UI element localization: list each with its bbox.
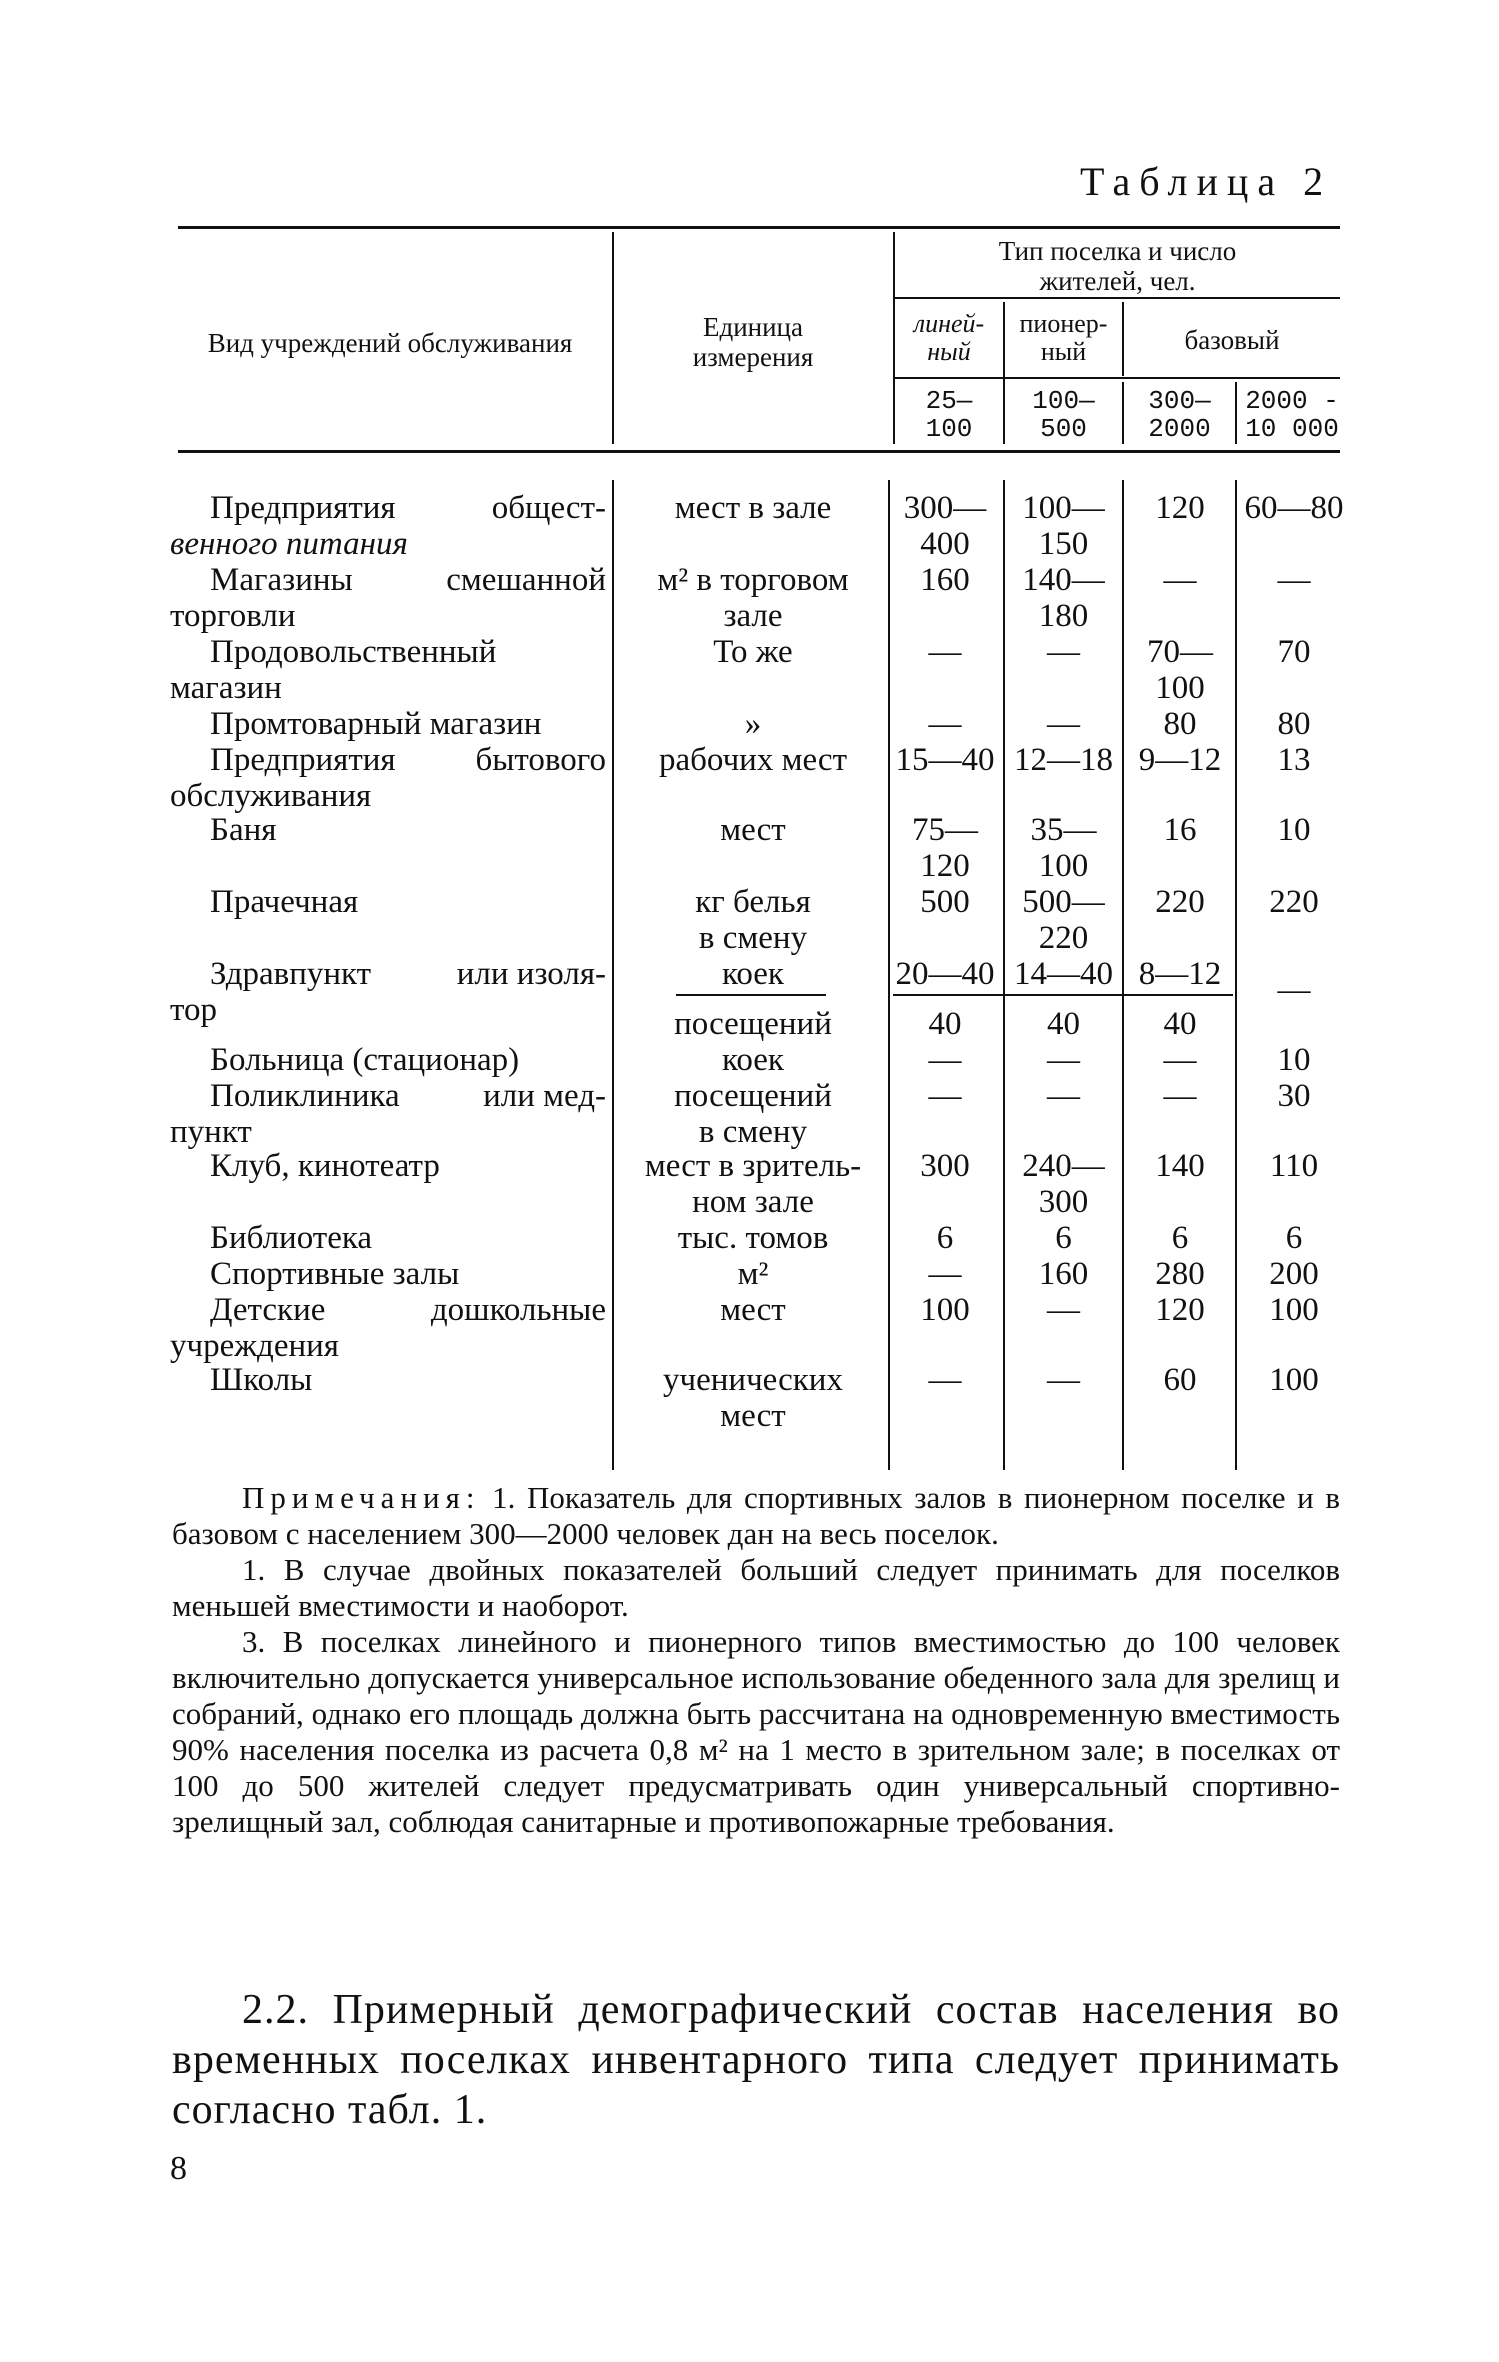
row-value: 6 bbox=[936, 1220, 954, 1256]
row-value: 200 bbox=[1269, 1256, 1319, 1292]
row-name: Спортивные залы bbox=[210, 1256, 460, 1292]
row-value: 12—18 bbox=[1014, 742, 1113, 778]
note-2: 1. В случае двойных показателей больший следует принимать для поселков меньшей вместимости и наоборот. bbox=[172, 1552, 1340, 1623]
header-pioneer: пионер- ный bbox=[1019, 309, 1108, 366]
row-unit: коек bbox=[722, 1042, 784, 1078]
row-value: 120 bbox=[1155, 1292, 1205, 1328]
row-value: 10 bbox=[1277, 812, 1311, 848]
row-value: — bbox=[1047, 1078, 1080, 1114]
row-value: 30 bbox=[1277, 1078, 1311, 1114]
row-value: 6 bbox=[1171, 1220, 1189, 1256]
row-value: — bbox=[1277, 562, 1311, 598]
row-unit-2: посещений bbox=[674, 1006, 832, 1042]
row-name: Промтоварный магазин bbox=[210, 706, 542, 742]
row-value: 280 bbox=[1155, 1256, 1205, 1292]
row-name: Детские дошкольные учреждения bbox=[170, 1292, 606, 1364]
header-unit: Единица измерения bbox=[692, 312, 814, 372]
table-notes bbox=[172, 1480, 1340, 1840]
row-value: 6 bbox=[1285, 1220, 1303, 1256]
row-value: 160 bbox=[920, 562, 970, 598]
row-value: 60—80 bbox=[1244, 490, 1344, 526]
header-linear: линей- ный bbox=[913, 309, 985, 366]
row-value: 220 bbox=[1155, 884, 1205, 920]
row-value: 300— 400 bbox=[903, 490, 987, 562]
row-value: — bbox=[928, 706, 962, 742]
header-range-2: 100— 500 bbox=[1032, 386, 1095, 444]
row-value: 240— 300 bbox=[1022, 1148, 1105, 1220]
row-value-2: 40 bbox=[1047, 1006, 1080, 1042]
row-value: — bbox=[1163, 562, 1197, 598]
row-unit: м² в торговом зале bbox=[657, 562, 849, 634]
row-name: Клуб, кинотеатр bbox=[210, 1148, 440, 1184]
row-value: 35— 100 bbox=[1030, 812, 1097, 884]
row-value: 60 bbox=[1163, 1362, 1197, 1398]
row-name: Больница (стационар) bbox=[210, 1042, 520, 1078]
row-unit: кг белья в смену bbox=[695, 884, 811, 956]
row-value: — bbox=[928, 1042, 962, 1078]
row-name: Предприятия бытового обслуживания bbox=[170, 742, 606, 814]
row-value: 14—40 bbox=[1014, 956, 1113, 992]
notes-heading: Примечания: bbox=[242, 1480, 481, 1515]
table-caption: Таблица 2 bbox=[1080, 159, 1333, 204]
row-value: 100 bbox=[920, 1292, 970, 1328]
header-facility-type: Вид учреждений обслуживания bbox=[207, 328, 573, 358]
header-range-4: 2000 - 10 000 bbox=[1245, 386, 1339, 444]
row-unit: мест в зале bbox=[674, 490, 832, 526]
note-1: 1. Показатель для спортивных залов в пионерном поселке и в базовом с населением 300—2000 человек дан на весь поселок. bbox=[172, 1480, 1340, 1551]
row-value: 140 bbox=[1155, 1148, 1205, 1184]
row-value: — bbox=[1047, 1292, 1080, 1328]
row-value: 100— 150 bbox=[1022, 490, 1105, 562]
row-value: 80 bbox=[1163, 706, 1197, 742]
row-value: 100 bbox=[1269, 1292, 1319, 1328]
row-value: 500— 220 bbox=[1022, 884, 1105, 956]
row-value: — bbox=[1163, 1078, 1197, 1114]
row-value: 100 bbox=[1269, 1362, 1319, 1398]
row-value: — bbox=[1163, 1042, 1197, 1078]
row-value: 20—40 bbox=[895, 956, 995, 992]
row-value: 110 bbox=[1269, 1148, 1319, 1184]
row-name: Школы bbox=[210, 1362, 313, 1398]
note-3: 3. В поселках линейного и пионерного типов вместимостью до 100 человек включительно допускается универсальное использование обеденного зала для зрелищ и собраний, однако его площадь должна быть рассчитана на одновременную вместимость 90% населения поселка из расчета 0,8 м² на 1 место в зрительном зале; в поселках от 100 до 500 жителей следует предусматривать один универсальный спортивно-зрелищный зал, соблюдая санитарные и противопожарные требования. bbox=[172, 1624, 1340, 1839]
row-value: 9—12 bbox=[1138, 742, 1222, 778]
row-value: 80 bbox=[1277, 706, 1311, 742]
row-value: 13 bbox=[1277, 742, 1311, 778]
row-unit: м² bbox=[737, 1256, 769, 1292]
row-value: — bbox=[1047, 1362, 1080, 1398]
row-value: — bbox=[928, 634, 962, 670]
header-base: базовый bbox=[1184, 325, 1280, 355]
header-range-1: 25— 100 bbox=[925, 386, 973, 444]
row-unit: посещений в смену bbox=[674, 1078, 832, 1150]
row-value: 70— 100 bbox=[1147, 634, 1213, 706]
row-value-2: 40 bbox=[928, 1006, 962, 1042]
header-bottom-rule bbox=[178, 450, 1340, 453]
table-top-rule bbox=[178, 226, 1340, 229]
row-value: 10 bbox=[1277, 1042, 1311, 1078]
row-value: 300 bbox=[920, 1148, 970, 1184]
row-value: — bbox=[1047, 1042, 1080, 1078]
row-unit: тыс. томов bbox=[677, 1220, 829, 1256]
section-text: 2.2. Примерный демографический состав населения во временных поселках инвентарного типа следует принимать согласно табл. 1. bbox=[172, 1987, 1340, 2133]
header-settlement-group: Тип поселка и число жителей, чел. bbox=[998, 236, 1237, 296]
row-name: Предприятия общест- венного питания bbox=[170, 490, 606, 562]
row-value: 6 bbox=[1055, 1220, 1072, 1256]
row-unit: мест в зритель- ном зале bbox=[644, 1148, 862, 1220]
row-value: 160 bbox=[1038, 1256, 1089, 1292]
row-value: 70 bbox=[1277, 634, 1311, 670]
row-value: 15—40 bbox=[895, 742, 995, 778]
row-value: 140— 180 bbox=[1022, 562, 1105, 634]
row-name: Прачечная bbox=[210, 884, 359, 920]
row-value: 8—12 bbox=[1138, 956, 1222, 992]
row-unit: мест bbox=[720, 1292, 786, 1328]
row-name: Магазины смешанной торговли bbox=[170, 562, 606, 634]
row-unit: коек bbox=[722, 956, 784, 992]
row-value: — bbox=[1277, 972, 1311, 1008]
row-value-2: 40 bbox=[1163, 1006, 1197, 1042]
row-value: — bbox=[928, 1078, 962, 1114]
row-unit: То же bbox=[713, 634, 793, 670]
row-name: Поликлиника или мед- пункт bbox=[170, 1078, 606, 1150]
row-value: 500 bbox=[920, 884, 970, 920]
row-unit: рабочих мест bbox=[658, 742, 847, 778]
row-unit: » bbox=[744, 706, 762, 742]
row-name: Продовольственный магазин bbox=[170, 634, 497, 706]
row-name: Баня bbox=[210, 812, 277, 848]
row-name: Библиотека bbox=[210, 1220, 373, 1256]
row-value: 75— 120 bbox=[912, 812, 978, 884]
row-value: — bbox=[1047, 706, 1080, 742]
row-value: — bbox=[928, 1362, 962, 1398]
header-range-3: 300— 2000 bbox=[1148, 386, 1211, 444]
row-value: — bbox=[1047, 634, 1080, 670]
row-value: 16 bbox=[1163, 812, 1197, 848]
page-number: 8 bbox=[170, 2150, 187, 2187]
row-value: 120 bbox=[1155, 490, 1205, 526]
section-2-2 bbox=[172, 1985, 1340, 2135]
row-value: 220 bbox=[1269, 884, 1319, 920]
row-unit: мест bbox=[720, 812, 786, 848]
row-name: Здравпункт или изоля- тор bbox=[170, 956, 606, 1028]
row-unit: ученических мест bbox=[663, 1362, 843, 1434]
row-value: — bbox=[928, 1256, 962, 1292]
